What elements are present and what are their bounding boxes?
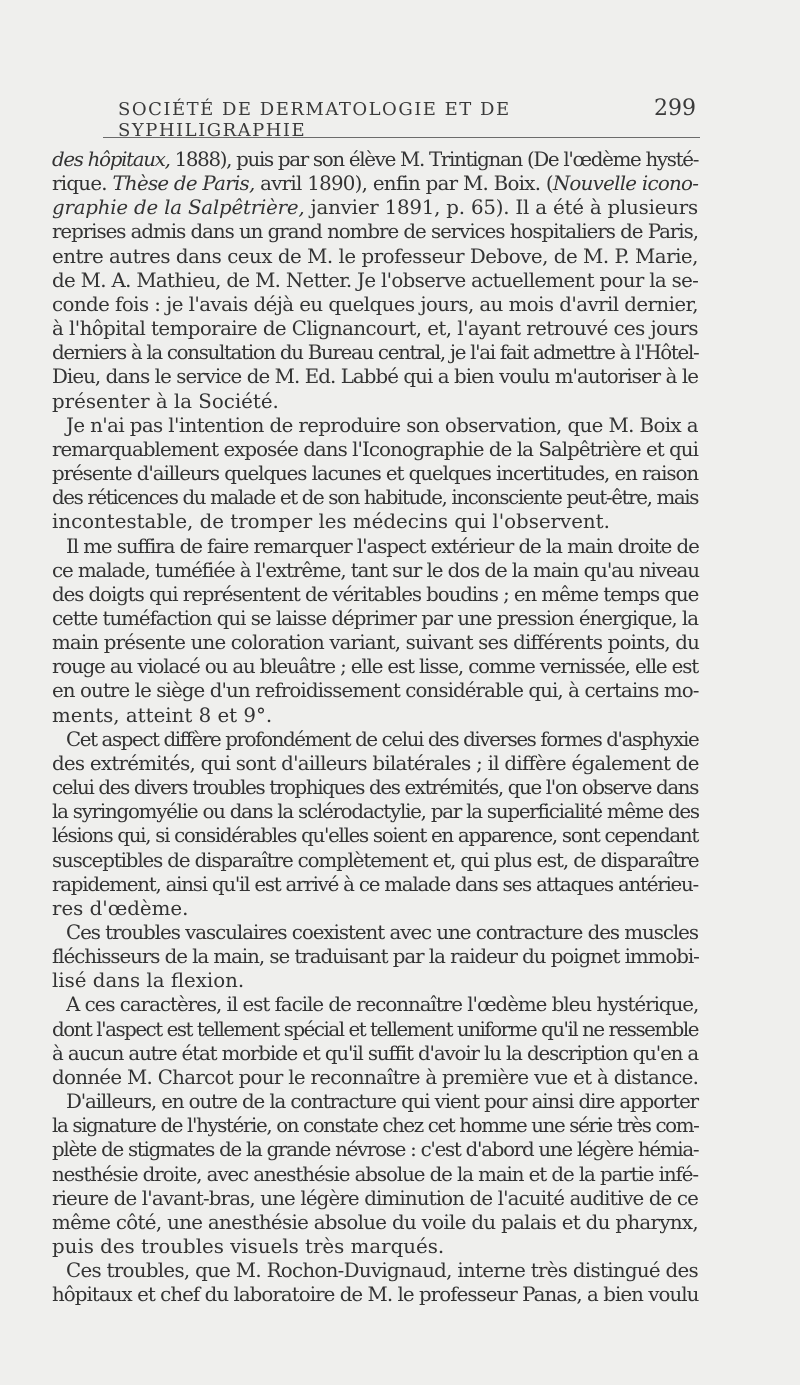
text-line: reprises admis dans un grand nombre de services hospitaliers de Paris, — [52, 220, 698, 244]
text-line: rique. Thèse de Paris, avril 1890), enfin par M. Boix. (Nouvelle icono- — [52, 172, 699, 196]
text-line: ments, atteint 8 et 9°. — [52, 703, 273, 727]
text-line: fléchisseurs de la main, se traduisant par la raideur du poignet immobi- — [52, 945, 699, 969]
running-head — [118, 96, 696, 141]
text-line: même côté, une anesthésie absolue du voile du palais et du pharynx, — [52, 1210, 698, 1234]
text-line: des réticences du malade et de son habitude, inconsciente peut-être, mais — [52, 486, 698, 510]
page-number: 299 — [654, 96, 696, 121]
text-line: Ces troubles, que M. Rochon-Duvignaud, interne très distingué des — [66, 1259, 698, 1283]
text-line: Ces troubles vasculaires coexistent avec une contracture des muscles — [66, 921, 698, 944]
text-line: lisé dans la flexion. — [52, 969, 245, 993]
text-line: Il me suffira de faire remarquer l'aspect extérieur de la main droite de — [66, 534, 699, 558]
text-line: ce malade, tuméfiée à l'extrême, tant sur le dos de la main qu'au niveau — [52, 558, 699, 582]
text-line: la syringomyélie ou dans la sclérodactylie, par la superficialité même des — [52, 800, 699, 824]
text-line: en outre le siège d'un refroidissement considérable qui, à certains mo- — [52, 679, 699, 703]
italic-citation: Nouvelle icono- — [552, 172, 699, 196]
text-line: plète de stigmates de la grande névrose : c'est d'abord une légère hémia- — [52, 1138, 699, 1162]
text-line: main présente une coloration variant, suivant ses différents points, du — [52, 631, 700, 655]
text-line: conde fois : je l'avais déjà eu quelques jours, au mois d'avril dernier, — [52, 292, 698, 316]
text-line: susceptibles de disparaître complètement et, qui plus est, de disparaître — [52, 848, 699, 872]
italic-citation: graphie de la Salpêtrière, — [52, 196, 305, 220]
text-line: à aucun autre état morbide et qu'il suffit d'avoir lu la description qu'en a — [52, 1041, 699, 1065]
text-line: remarquablement exposée dans l'Iconographie de la Salpêtrière et qui — [52, 437, 698, 461]
text-line: Dieu, dans le service de M. Ed. Labbé qui a bien voulu m'autoriser à le — [52, 365, 698, 389]
text-line: présenter à la Société. — [52, 389, 279, 413]
italic-citation: Thèse de Paris, — [112, 172, 255, 196]
text-line: hôpitaux et chef du laboratoire de M. le professeur Panas, a bien voulu — [52, 1283, 699, 1307]
running-title: SOCIÉTÉ DE DERMATOLOGIE ET DE SYPHILIGRAPHIE — [118, 99, 511, 141]
text-line: Cet aspect diffère profondément de celui des diverses formes d'asphyxie — [66, 727, 699, 751]
text-line: nesthésie droite, avec anesthésie absolue de la main et de la partie infé- — [52, 1162, 698, 1186]
text-line: res d'œdème. — [52, 896, 189, 920]
text-line: la signature de l'hystérie, on constate chez cet homme une série très com- — [52, 1114, 699, 1138]
text-line: rieure de l'avant-bras, une légère diminution de l'acuité auditive de ce — [52, 1186, 698, 1210]
header-rule — [103, 137, 700, 138]
text-line: rapidement, ainsi qu'il est arrivé à ce malade dans ses attaques antérieu- — [52, 872, 698, 896]
text-line: rouge au violacé ou au bleuâtre ; elle est lisse, comme vernissée, elle est — [52, 655, 698, 679]
text-line: derniers à la consultation du Bureau central, je l'ai fait admettre à l'Hôtel- — [52, 341, 699, 365]
text-line: A ces caractères, il est facile de reconnaître l'œdème bleu hystérique, — [66, 993, 699, 1017]
text-line: des hôpitaux, 1888), puis par son élève M. Trintignan (De l'œdème hysté- — [52, 148, 699, 171]
text-line: des extrémités, qui sont d'ailleurs bilatérales ; il diffère également de — [52, 751, 699, 775]
text-line: donnée M. Charcot pour le reconnaître à première vue et à distance. — [52, 1065, 699, 1089]
text-line: de M. A. Mathieu, de M. Netter. Je l'observe actuellement pour la se- — [52, 268, 699, 292]
body-text — [52, 148, 698, 1308]
text-line: dont l'aspect est tellement spécial et tellement uniforme qu'il ne ressemble — [52, 1017, 698, 1041]
text-line: incontestable, de tromper les médecins qui l'observent. — [52, 510, 610, 534]
text-line: présente d'ailleurs quelques lacunes et quelques incertitudes, en raison — [52, 462, 698, 486]
text-line: D'ailleurs, en outre de la contracture qui vient pour ainsi dire apporter — [66, 1090, 698, 1114]
text-line: celui des divers troubles trophiques des extrémités, que l'on observe dans — [52, 776, 698, 800]
text-line: lésions qui, si considérables qu'elles soient en apparence, sont cependant — [52, 824, 699, 848]
text-line: Je n'ai pas l'intention de reproduire son observation, que M. Boix a — [66, 413, 698, 437]
italic-citation: des hôpitaux, — [52, 148, 170, 171]
text-line: puis des troubles visuels très marqués. — [52, 1235, 445, 1259]
text-line: entre autres dans ceux de M. le professeur Debove, de M. P. Marie, — [52, 244, 698, 268]
text-line: cette tuméfaction qui se laisse déprimer par une pression énergique, la — [52, 606, 698, 630]
text-line: des doigts qui représentent de véritables boudins ; en même temps que — [52, 582, 699, 606]
text-line: à l'hôpital temporaire de Clignancourt, et, l'ayant retrouvé ces jours — [52, 317, 698, 341]
text-line: graphie de la Salpêtrière, janvier 1891, p. 65). Il a été à plusieurs — [52, 196, 698, 220]
